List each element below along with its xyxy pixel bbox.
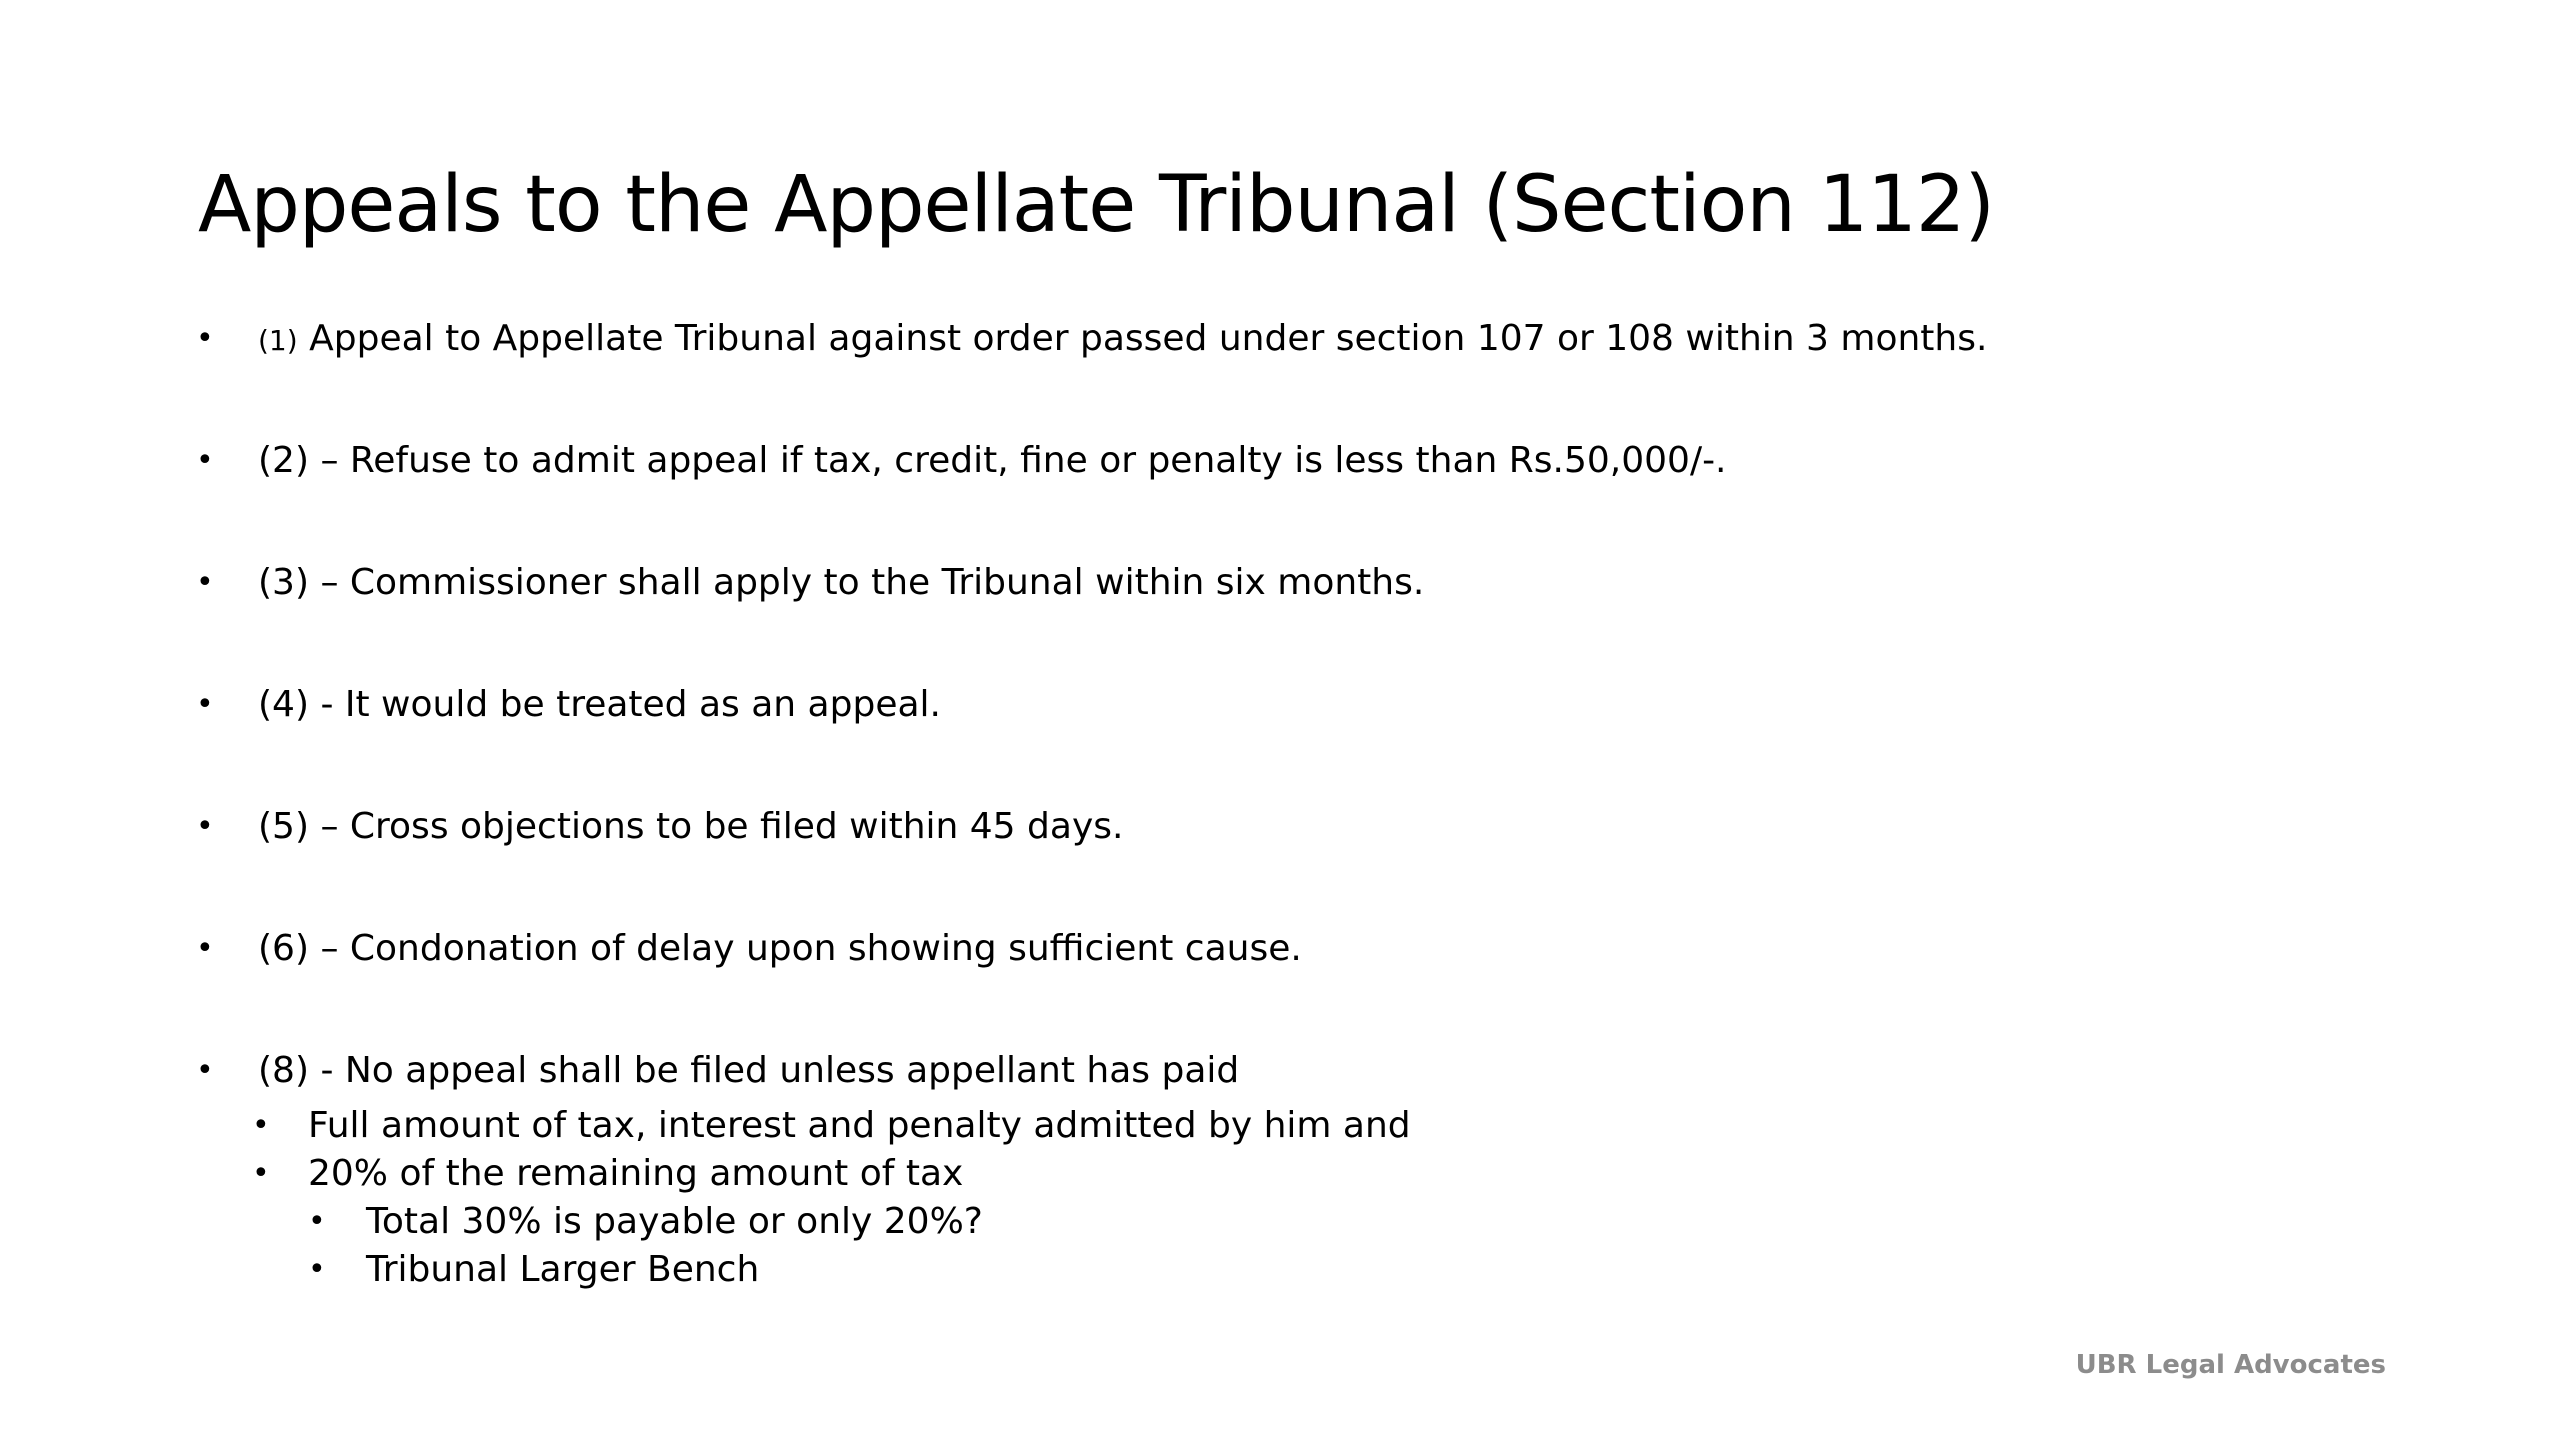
bullet-text: – Cross objections to be filed within 45 days.: [309, 806, 1124, 847]
sub-bullet-item: [252, 1102, 2196, 1150]
bullet-item-8: [196, 1040, 2196, 1294]
bullet-dot: •: [196, 321, 214, 356]
bullet-dot: •: [252, 1108, 270, 1143]
bullet-item-6: [196, 918, 2196, 980]
bullet-item-1: [196, 308, 2196, 370]
bullet-number: (4): [258, 684, 309, 725]
bullet-dot: •: [252, 1156, 270, 1191]
slide-title: Appeals to the Appellate Tribunal (Section 112): [198, 160, 1994, 250]
bullet-item-3: [196, 552, 2196, 614]
bullet-dot: •: [196, 931, 214, 966]
bullet-text: – Condonation of delay upon showing sufficient cause.: [309, 928, 1302, 969]
bullet-dot: •: [196, 565, 214, 600]
bullet-item-4: [196, 674, 2196, 736]
bullet-item-2: [196, 430, 2196, 492]
bullet-list: [196, 308, 2196, 1294]
bullet-dot: •: [196, 1053, 214, 1088]
bullet-dot: •: [196, 809, 214, 844]
sub-bullet-text: 20% of the remaining amount of tax: [308, 1153, 964, 1194]
bullet-dot: •: [308, 1252, 326, 1287]
bullet-item-5: [196, 796, 2196, 858]
sub-bullet-list: [252, 1102, 2196, 1294]
bullet-number: (8): [258, 1050, 309, 1091]
bullet-dot: •: [196, 443, 214, 478]
sub-sub-bullet-item: [308, 1198, 2196, 1246]
bullet-number: (3): [258, 562, 309, 603]
sub-sub-bullet-text: Total 30% is payable or only 20%?: [366, 1201, 983, 1242]
bullet-dot: •: [196, 687, 214, 722]
bullet-number: (6): [258, 928, 309, 969]
footer-text: UBR Legal Advocates: [2075, 1350, 2386, 1380]
bullet-text: – Commissioner shall apply to the Tribunal within six months.: [309, 562, 1425, 603]
bullet-text: - No appeal shall be filed unless appellant has paid: [309, 1050, 1240, 1091]
sub-bullet-item: [252, 1150, 2196, 1198]
sub-bullet-text: Full amount of tax, interest and penalty admitted by him and: [308, 1105, 1411, 1146]
bullet-text: – Refuse to admit appeal if tax, credit, fine or penalty is less than Rs.50,000/-.: [309, 440, 1727, 481]
bullet-text: - It would be treated as an appeal.: [309, 684, 941, 725]
bullet-number: (1): [258, 324, 298, 357]
bullet-dot: •: [308, 1204, 326, 1239]
sub-sub-bullet-item: [308, 1246, 2196, 1294]
bullet-number: (5): [258, 806, 309, 847]
sub-sub-bullet-text: Tribunal Larger Bench: [366, 1249, 760, 1290]
bullet-number: (2): [258, 440, 309, 481]
bullet-text: Appeal to Appellate Tribunal against order passed under section 107 or 108 within 3 months.: [297, 318, 1988, 359]
